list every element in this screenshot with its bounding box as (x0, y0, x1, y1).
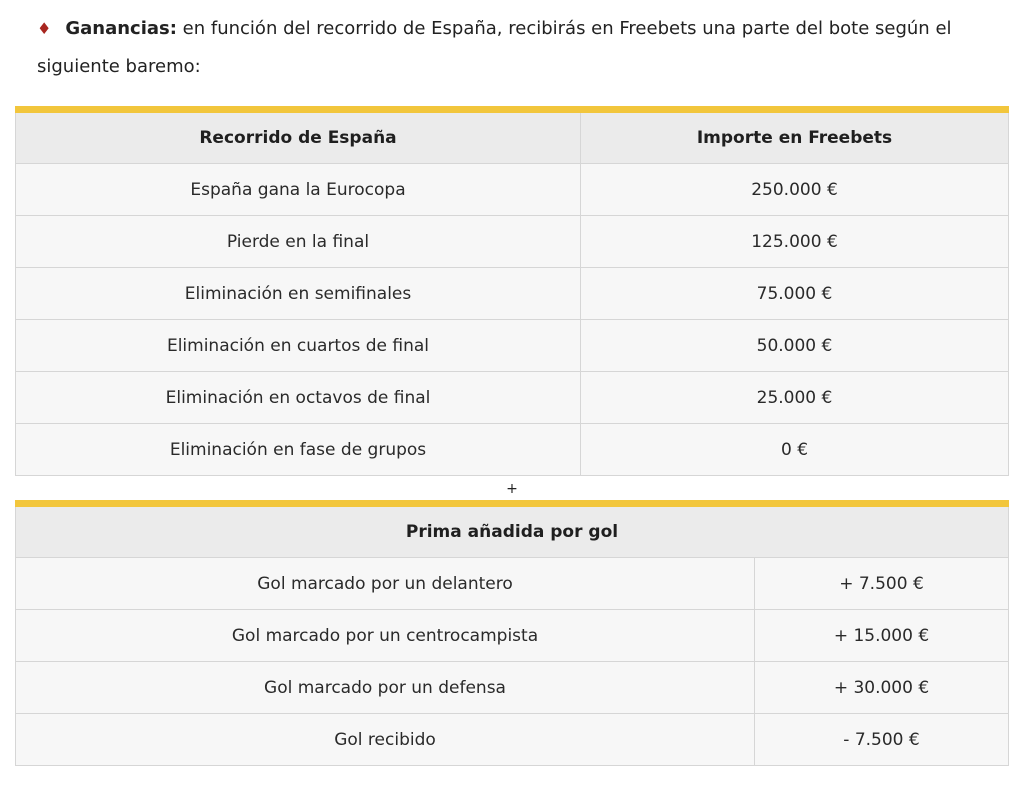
table-row (16, 164, 1009, 216)
column-header-recorrido: Recorrido de España (16, 110, 581, 164)
importe-cell: 0 € (581, 424, 1009, 476)
table-row (16, 268, 1009, 320)
prima-amount-cell: + 30.000 € (755, 662, 1009, 714)
intro-paragraph (37, 10, 1007, 86)
table-row (16, 216, 1009, 268)
recorrido-cell: Pierde en la final (16, 216, 581, 268)
prima-header: Prima añadida por gol (16, 504, 1009, 558)
recorrido-cell: España gana la Eurocopa (16, 164, 581, 216)
table-header-row (16, 504, 1009, 558)
gol-type-cell: Gol marcado por un centrocampista (16, 610, 755, 662)
diamond-bullet-icon: ♦ (37, 19, 52, 38)
table-row (16, 714, 1009, 766)
gol-type-cell: Gol recibido (16, 714, 755, 766)
table-row (16, 662, 1009, 714)
importe-cell: 125.000 € (581, 216, 1009, 268)
gol-type-cell: Gol marcado por un delantero (16, 558, 755, 610)
table-row (16, 320, 1009, 372)
prima-amount-cell: + 7.500 € (755, 558, 1009, 610)
table-row (16, 610, 1009, 662)
recorrido-cell: Eliminación en semifinales (16, 268, 581, 320)
importe-cell: 50.000 € (581, 320, 1009, 372)
importe-cell: 25.000 € (581, 372, 1009, 424)
table-row (16, 558, 1009, 610)
recorrido-cell: Eliminación en octavos de final (16, 372, 581, 424)
intro-lead: Ganancias: (65, 18, 177, 39)
gol-type-cell: Gol marcado por un defensa (16, 662, 755, 714)
table-row (16, 424, 1009, 476)
recorrido-cell: Eliminación en fase de grupos (16, 424, 581, 476)
recorrido-table (15, 106, 1009, 476)
intro-text: en función del recorrido de España, recibirás en Freebets una parte del bote según el siguiente baremo: (37, 18, 952, 77)
plus-separator: + (506, 481, 518, 497)
importe-cell: 250.000 € (581, 164, 1009, 216)
prima-gol-table (15, 500, 1009, 766)
importe-cell: 75.000 € (581, 268, 1009, 320)
table-header-row (16, 110, 1009, 164)
table-row (16, 372, 1009, 424)
prima-amount-cell: - 7.500 € (755, 714, 1009, 766)
column-header-importe: Importe en Freebets (581, 110, 1009, 164)
recorrido-cell: Eliminación en cuartos de final (16, 320, 581, 372)
prima-amount-cell: + 15.000 € (755, 610, 1009, 662)
